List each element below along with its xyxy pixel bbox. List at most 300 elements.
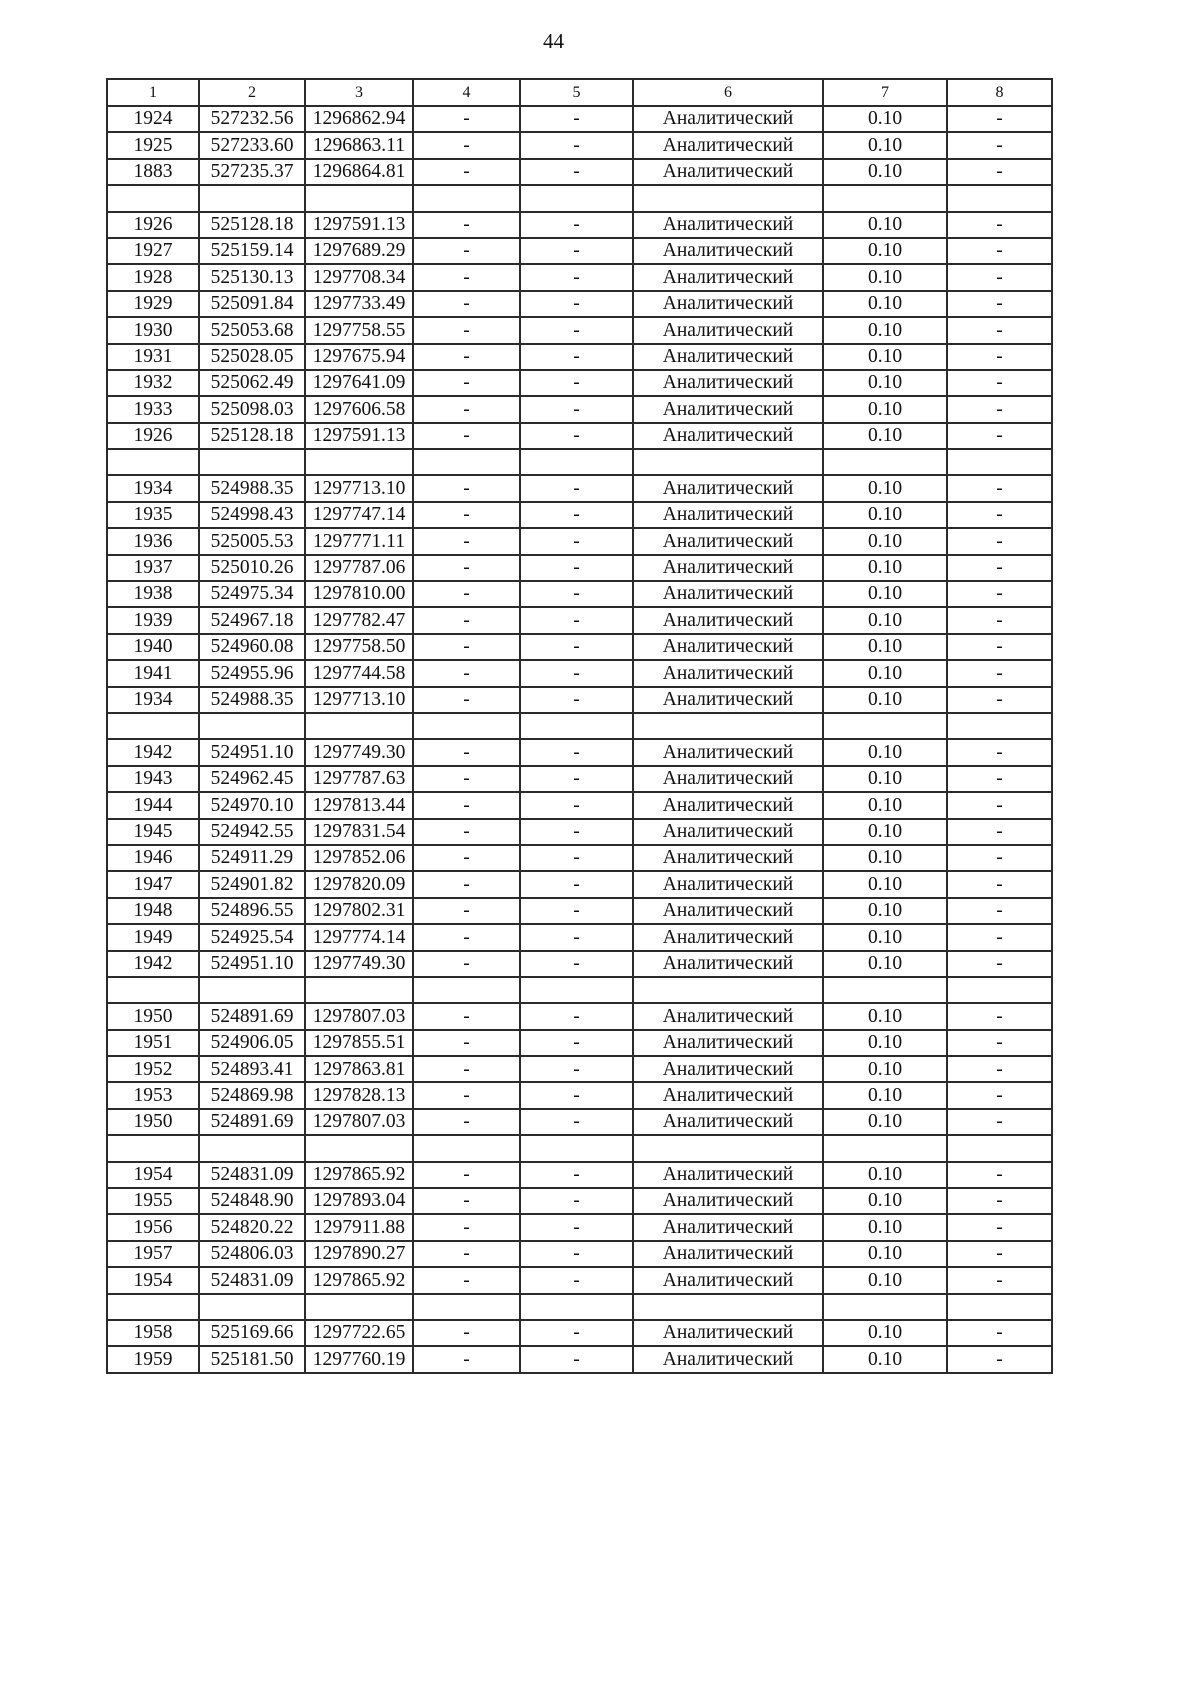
point-number-cell: 1926 [107, 423, 199, 449]
table-row [107, 660, 1052, 686]
column-4-cell: - [413, 1188, 520, 1214]
column-8-cell: - [947, 423, 1052, 449]
x-coordinate-cell: 527232.56 [199, 106, 305, 132]
y-coordinate-cell: 1297722.65 [305, 1320, 413, 1346]
point-number-cell: 1946 [107, 845, 199, 871]
page-number: 44 [543, 29, 564, 53]
accuracy-cell: 0.10 [823, 396, 947, 422]
y-coordinate-cell: 1296864.81 [305, 159, 413, 185]
column-5-cell: - [520, 634, 633, 660]
column-5-cell: - [520, 344, 633, 370]
column-4-cell: - [413, 555, 520, 581]
column-8-cell: - [947, 555, 1052, 581]
x-coordinate-cell: 524901.82 [199, 871, 305, 897]
column-4-cell [413, 449, 520, 475]
x-coordinate-cell: 524831.09 [199, 1162, 305, 1188]
column-5-cell [520, 977, 633, 1003]
method-cell: Аналитический [633, 106, 823, 132]
point-number-cell [107, 977, 199, 1003]
method-cell: Аналитический [633, 1188, 823, 1214]
column-4-cell: - [413, 264, 520, 290]
table-row [107, 819, 1052, 845]
method-cell [633, 1135, 823, 1161]
column-8-cell: - [947, 1109, 1052, 1135]
x-coordinate-cell: 524893.41 [199, 1056, 305, 1082]
column-5-cell: - [520, 475, 633, 501]
column-8-cell: - [947, 396, 1052, 422]
y-coordinate-cell: 1297774.14 [305, 924, 413, 950]
accuracy-cell: 0.10 [823, 1109, 947, 1135]
column-4-cell: - [413, 423, 520, 449]
column-5-cell: - [520, 502, 633, 528]
accuracy-cell: 0.10 [823, 845, 947, 871]
method-cell: Аналитический [633, 766, 823, 792]
accuracy-cell: 0.10 [823, 1267, 947, 1293]
method-cell: Аналитический [633, 555, 823, 581]
column-4-cell: - [413, 370, 520, 396]
method-cell: Аналитический [633, 687, 823, 713]
column-8-cell: - [947, 607, 1052, 633]
column-8-cell: - [947, 1267, 1052, 1293]
column-5-cell: - [520, 1056, 633, 1082]
y-coordinate-cell: 1297675.94 [305, 344, 413, 370]
method-cell: Аналитический [633, 502, 823, 528]
column-4-cell [413, 977, 520, 1003]
y-coordinate-cell: 1297813.44 [305, 792, 413, 818]
column-8-cell: - [947, 344, 1052, 370]
table-separator-row [107, 713, 1052, 739]
table-row [107, 1030, 1052, 1056]
accuracy-cell [823, 1294, 947, 1320]
x-coordinate-cell: 524967.18 [199, 607, 305, 633]
table-row [107, 766, 1052, 792]
accuracy-cell: 0.10 [823, 502, 947, 528]
x-coordinate-cell: 524955.96 [199, 660, 305, 686]
method-cell: Аналитический [633, 475, 823, 501]
point-number-cell: 1948 [107, 898, 199, 924]
column-5-cell: - [520, 845, 633, 871]
column-8-cell: - [947, 739, 1052, 765]
point-number-cell: 1941 [107, 660, 199, 686]
accuracy-cell: 0.10 [823, 1320, 947, 1346]
column-8-cell: - [947, 845, 1052, 871]
point-number-cell: 1939 [107, 607, 199, 633]
y-coordinate-cell: 1297591.13 [305, 212, 413, 238]
column-5-cell: - [520, 898, 633, 924]
accuracy-cell: 0.10 [823, 871, 947, 897]
table-separator-row [107, 449, 1052, 475]
x-coordinate-cell [199, 1135, 305, 1161]
point-number-cell: 1958 [107, 1320, 199, 1346]
y-coordinate-cell: 1297802.31 [305, 898, 413, 924]
method-cell: Аналитический [633, 370, 823, 396]
point-number-cell: 1942 [107, 739, 199, 765]
column-8-cell: - [947, 634, 1052, 660]
accuracy-cell: 0.10 [823, 344, 947, 370]
y-coordinate-cell: 1297641.09 [305, 370, 413, 396]
x-coordinate-cell: 524869.98 [199, 1082, 305, 1108]
y-coordinate-cell: 1297865.92 [305, 1162, 413, 1188]
y-coordinate-cell [305, 1135, 413, 1161]
x-coordinate-cell: 524988.35 [199, 475, 305, 501]
accuracy-cell [823, 713, 947, 739]
column-4-cell: - [413, 291, 520, 317]
column-4-cell: - [413, 634, 520, 660]
column-4-cell: - [413, 766, 520, 792]
column-4-cell: - [413, 317, 520, 343]
method-cell: Аналитический [633, 1241, 823, 1267]
column-8-cell: - [947, 924, 1052, 950]
x-coordinate-cell: 525159.14 [199, 238, 305, 264]
table-row [107, 687, 1052, 713]
column-4-cell: - [413, 528, 520, 554]
point-number-cell: 1937 [107, 555, 199, 581]
y-coordinate-cell: 1297820.09 [305, 871, 413, 897]
column-8-cell [947, 1294, 1052, 1320]
method-cell: Аналитический [633, 212, 823, 238]
y-coordinate-cell: 1296862.94 [305, 106, 413, 132]
point-number-cell: 1950 [107, 1109, 199, 1135]
column-5-cell: - [520, 924, 633, 950]
column-5-cell: - [520, 528, 633, 554]
column-5-cell: - [520, 660, 633, 686]
column-8-cell: - [947, 871, 1052, 897]
accuracy-cell [823, 449, 947, 475]
table-row [107, 871, 1052, 897]
point-number-cell: 1933 [107, 396, 199, 422]
y-coordinate-cell [305, 713, 413, 739]
table-row [107, 739, 1052, 765]
column-5-cell: - [520, 607, 633, 633]
method-cell: Аналитический [633, 1056, 823, 1082]
point-number-cell: 1959 [107, 1346, 199, 1372]
y-coordinate-cell: 1297807.03 [305, 1003, 413, 1029]
point-number-cell: 1951 [107, 1030, 199, 1056]
column-header: 3 [305, 79, 413, 106]
column-header: 4 [413, 79, 520, 106]
column-8-cell: - [947, 159, 1052, 185]
x-coordinate-cell: 525062.49 [199, 370, 305, 396]
table-separator-row [107, 977, 1052, 1003]
method-cell: Аналитический [633, 607, 823, 633]
x-coordinate-cell: 524942.55 [199, 819, 305, 845]
accuracy-cell: 0.10 [823, 475, 947, 501]
column-5-cell: - [520, 317, 633, 343]
column-5-cell: - [520, 1188, 633, 1214]
column-8-cell: - [947, 106, 1052, 132]
column-4-cell: - [413, 581, 520, 607]
column-5-cell: - [520, 581, 633, 607]
point-number-cell: 1956 [107, 1214, 199, 1240]
y-coordinate-cell [305, 1294, 413, 1320]
column-5-cell: - [520, 1267, 633, 1293]
column-5-cell: - [520, 1003, 633, 1029]
x-coordinate-cell: 524988.35 [199, 687, 305, 713]
y-coordinate-cell: 1297758.50 [305, 634, 413, 660]
table-row [107, 1320, 1052, 1346]
column-8-cell [947, 185, 1052, 211]
column-4-cell: - [413, 687, 520, 713]
method-cell: Аналитический [633, 132, 823, 158]
column-5-cell: - [520, 396, 633, 422]
column-5-cell: - [520, 951, 633, 977]
accuracy-cell: 0.10 [823, 924, 947, 950]
point-number-cell [107, 449, 199, 475]
y-coordinate-cell: 1297747.14 [305, 502, 413, 528]
table-separator-row [107, 1135, 1052, 1161]
accuracy-cell [823, 977, 947, 1003]
method-cell: Аналитический [633, 845, 823, 871]
table-row [107, 924, 1052, 950]
table-row [107, 555, 1052, 581]
column-5-cell [520, 1135, 633, 1161]
method-cell: Аналитический [633, 739, 823, 765]
table-row [107, 1346, 1052, 1372]
point-number-cell: 1943 [107, 766, 199, 792]
column-8-cell: - [947, 132, 1052, 158]
accuracy-cell: 0.10 [823, 660, 947, 686]
column-4-cell: - [413, 845, 520, 871]
x-coordinate-cell: 524906.05 [199, 1030, 305, 1056]
point-number-cell: 1929 [107, 291, 199, 317]
accuracy-cell: 0.10 [823, 1030, 947, 1056]
column-5-cell: - [520, 871, 633, 897]
method-cell [633, 185, 823, 211]
point-number-cell [107, 1135, 199, 1161]
y-coordinate-cell: 1297771.11 [305, 528, 413, 554]
accuracy-cell: 0.10 [823, 1162, 947, 1188]
column-8-cell: - [947, 951, 1052, 977]
y-coordinate-cell: 1297749.30 [305, 739, 413, 765]
column-5-cell: - [520, 1214, 633, 1240]
method-cell: Аналитический [633, 1030, 823, 1056]
point-number-cell: 1928 [107, 264, 199, 290]
y-coordinate-cell: 1297787.06 [305, 555, 413, 581]
x-coordinate-cell: 524998.43 [199, 502, 305, 528]
accuracy-cell: 0.10 [823, 1188, 947, 1214]
column-4-cell: - [413, 1162, 520, 1188]
method-cell: Аналитический [633, 291, 823, 317]
y-coordinate-cell: 1297749.30 [305, 951, 413, 977]
column-5-cell: - [520, 687, 633, 713]
column-5-cell: - [520, 739, 633, 765]
column-4-cell: - [413, 660, 520, 686]
x-coordinate-cell: 524848.90 [199, 1188, 305, 1214]
column-8-cell: - [947, 291, 1052, 317]
table-row [107, 396, 1052, 422]
accuracy-cell: 0.10 [823, 291, 947, 317]
accuracy-cell: 0.10 [823, 581, 947, 607]
column-5-cell: - [520, 264, 633, 290]
point-number-cell: 1932 [107, 370, 199, 396]
column-5-cell: - [520, 291, 633, 317]
method-cell: Аналитический [633, 1109, 823, 1135]
table-row [107, 291, 1052, 317]
column-5-cell: - [520, 212, 633, 238]
x-coordinate-cell: 525169.66 [199, 1320, 305, 1346]
method-cell: Аналитический [633, 317, 823, 343]
column-header: 2 [199, 79, 305, 106]
point-number-cell: 1883 [107, 159, 199, 185]
x-coordinate-cell: 524891.69 [199, 1003, 305, 1029]
column-5-cell: - [520, 132, 633, 158]
x-coordinate-cell: 524960.08 [199, 634, 305, 660]
table-row [107, 1214, 1052, 1240]
method-cell [633, 713, 823, 739]
column-4-cell: - [413, 159, 520, 185]
column-5-cell [520, 449, 633, 475]
table-body [107, 79, 1052, 1373]
x-coordinate-cell [199, 977, 305, 1003]
column-4-cell: - [413, 1346, 520, 1372]
y-coordinate-cell: 1297606.58 [305, 396, 413, 422]
table-row [107, 951, 1052, 977]
y-coordinate-cell: 1297893.04 [305, 1188, 413, 1214]
coordinates-table [106, 78, 1053, 1374]
method-cell: Аналитический [633, 1214, 823, 1240]
column-5-cell: - [520, 423, 633, 449]
column-8-cell: - [947, 317, 1052, 343]
column-4-cell: - [413, 1003, 520, 1029]
column-8-cell: - [947, 819, 1052, 845]
column-8-cell [947, 977, 1052, 1003]
x-coordinate-cell: 524806.03 [199, 1241, 305, 1267]
x-coordinate-cell: 524831.09 [199, 1267, 305, 1293]
accuracy-cell: 0.10 [823, 687, 947, 713]
y-coordinate-cell: 1297689.29 [305, 238, 413, 264]
column-4-cell: - [413, 898, 520, 924]
y-coordinate-cell: 1297852.06 [305, 845, 413, 871]
column-8-cell: - [947, 898, 1052, 924]
x-coordinate-cell: 524962.45 [199, 766, 305, 792]
y-coordinate-cell: 1297591.13 [305, 423, 413, 449]
table-row [107, 528, 1052, 554]
y-coordinate-cell: 1297782.47 [305, 607, 413, 633]
accuracy-cell: 0.10 [823, 317, 947, 343]
table-row [107, 634, 1052, 660]
column-5-cell: - [520, 370, 633, 396]
column-8-cell [947, 713, 1052, 739]
x-coordinate-cell: 527233.60 [199, 132, 305, 158]
column-4-cell: - [413, 106, 520, 132]
column-4-cell: - [413, 1030, 520, 1056]
point-number-cell: 1944 [107, 792, 199, 818]
accuracy-cell: 0.10 [823, 238, 947, 264]
point-number-cell: 1949 [107, 924, 199, 950]
column-4-cell: - [413, 607, 520, 633]
column-8-cell: - [947, 1241, 1052, 1267]
column-4-cell: - [413, 1320, 520, 1346]
accuracy-cell: 0.10 [823, 159, 947, 185]
point-number-cell: 1947 [107, 871, 199, 897]
table-row [107, 475, 1052, 501]
table-row [107, 792, 1052, 818]
method-cell: Аналитический [633, 344, 823, 370]
column-4-cell: - [413, 1267, 520, 1293]
x-coordinate-cell: 525091.84 [199, 291, 305, 317]
table-row [107, 344, 1052, 370]
table-row [107, 1188, 1052, 1214]
accuracy-cell: 0.10 [823, 423, 947, 449]
point-number-cell: 1935 [107, 502, 199, 528]
column-4-cell: - [413, 1082, 520, 1108]
y-coordinate-cell: 1297810.00 [305, 581, 413, 607]
y-coordinate-cell: 1297733.49 [305, 291, 413, 317]
table-row [107, 264, 1052, 290]
column-4-cell: - [413, 1056, 520, 1082]
accuracy-cell: 0.10 [823, 1056, 947, 1082]
table-row [107, 159, 1052, 185]
column-8-cell: - [947, 1320, 1052, 1346]
point-number-cell: 1924 [107, 106, 199, 132]
y-coordinate-cell: 1297863.81 [305, 1056, 413, 1082]
column-5-cell [520, 1294, 633, 1320]
accuracy-cell: 0.10 [823, 607, 947, 633]
x-coordinate-cell: 524951.10 [199, 739, 305, 765]
column-8-cell: - [947, 502, 1052, 528]
method-cell: Аналитический [633, 1082, 823, 1108]
accuracy-cell: 0.10 [823, 819, 947, 845]
accuracy-cell: 0.10 [823, 766, 947, 792]
table-row [107, 370, 1052, 396]
column-8-cell: - [947, 475, 1052, 501]
column-8-cell: - [947, 528, 1052, 554]
x-coordinate-cell: 524970.10 [199, 792, 305, 818]
column-8-cell: - [947, 687, 1052, 713]
column-header: 6 [633, 79, 823, 106]
accuracy-cell: 0.10 [823, 898, 947, 924]
y-coordinate-cell: 1297708.34 [305, 264, 413, 290]
x-coordinate-cell [199, 1294, 305, 1320]
table-row [107, 1056, 1052, 1082]
table-row [107, 212, 1052, 238]
table-separator-row [107, 1294, 1052, 1320]
point-number-cell: 1925 [107, 132, 199, 158]
method-cell: Аналитический [633, 238, 823, 264]
accuracy-cell: 0.10 [823, 370, 947, 396]
column-8-cell: - [947, 1082, 1052, 1108]
column-5-cell: - [520, 106, 633, 132]
column-8-cell: - [947, 1188, 1052, 1214]
method-cell: Аналитический [633, 159, 823, 185]
column-5-cell: - [520, 766, 633, 792]
point-number-cell [107, 185, 199, 211]
table-row [107, 106, 1052, 132]
x-coordinate-cell: 524820.22 [199, 1214, 305, 1240]
method-cell: Аналитический [633, 528, 823, 554]
table-row [107, 607, 1052, 633]
column-8-cell: - [947, 212, 1052, 238]
accuracy-cell: 0.10 [823, 555, 947, 581]
x-coordinate-cell [199, 449, 305, 475]
x-coordinate-cell: 527235.37 [199, 159, 305, 185]
table-row [107, 1267, 1052, 1293]
column-4-cell [413, 185, 520, 211]
x-coordinate-cell: 525005.53 [199, 528, 305, 554]
column-4-cell: - [413, 924, 520, 950]
column-8-cell: - [947, 1162, 1052, 1188]
y-coordinate-cell [305, 449, 413, 475]
accuracy-cell: 0.10 [823, 951, 947, 977]
column-8-cell: - [947, 1030, 1052, 1056]
point-number-cell: 1953 [107, 1082, 199, 1108]
column-8-cell: - [947, 792, 1052, 818]
accuracy-cell: 0.10 [823, 792, 947, 818]
x-coordinate-cell: 525098.03 [199, 396, 305, 422]
column-8-cell: - [947, 264, 1052, 290]
column-4-cell: - [413, 951, 520, 977]
table-row [107, 132, 1052, 158]
